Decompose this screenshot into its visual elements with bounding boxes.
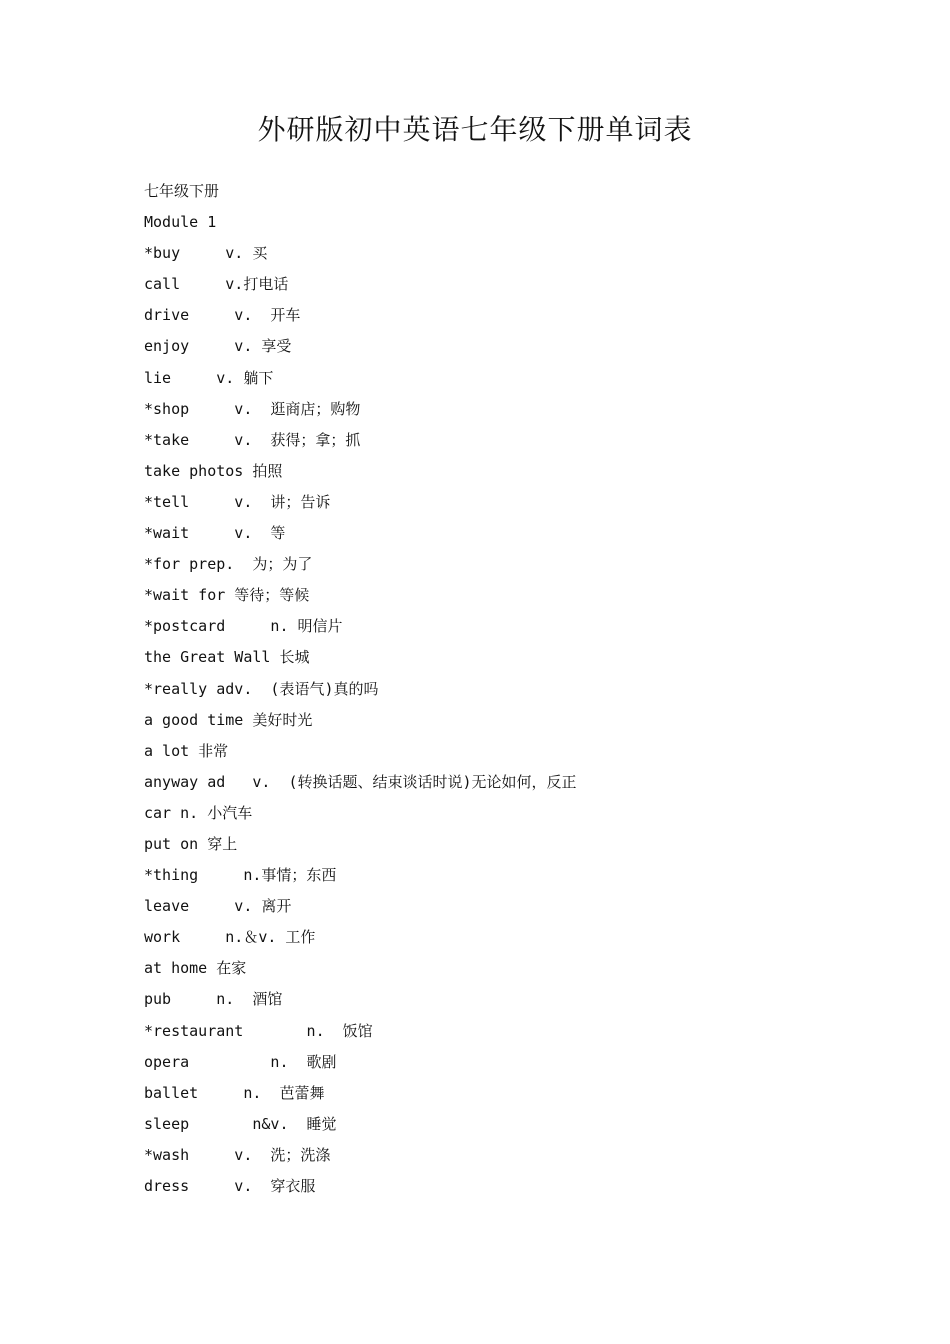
vocabulary-entry: *postcard n. 明信片 bbox=[144, 617, 343, 636]
vocabulary-entry: *buy v. 买 bbox=[144, 244, 268, 263]
vocabulary-entry: *thing n.事情；东西 bbox=[144, 866, 337, 885]
vocabulary-entry: work n.＆v. 工作 bbox=[144, 928, 316, 947]
vocabulary-entry: leave v. 离开 bbox=[144, 897, 292, 916]
vocabulary-entry: *really adv. (表语气)真的吗 bbox=[144, 679, 379, 698]
vocabulary-entry: enjoy v. 享受 bbox=[144, 337, 292, 356]
vocabulary-entry: pub n. 酒馆 bbox=[144, 990, 283, 1009]
vocabulary-entry: *tell v. 讲；告诉 bbox=[144, 492, 331, 511]
vocabulary-entry: car n. 小汽车 bbox=[144, 803, 253, 822]
vocabulary-entry: *wait v. 等 bbox=[144, 524, 286, 543]
module-heading: Module 1 bbox=[144, 213, 217, 232]
vocabulary-entry: *take v. 获得；拿；抓 bbox=[144, 430, 361, 449]
vocabulary-entry: the Great Wall 长城 bbox=[144, 648, 310, 667]
vocabulary-entry: call v.打电话 bbox=[144, 275, 289, 294]
vocabulary-entry: at home 在家 bbox=[144, 959, 247, 978]
vocabulary-entry: drive v. 开车 bbox=[144, 306, 301, 325]
vocabulary-entry: take photos 拍照 bbox=[144, 461, 283, 480]
entry-list bbox=[144, 238, 864, 1202]
document-title: 外研版初中英语七年级下册单词表 bbox=[257, 113, 693, 146]
vocabulary-entry: a good time 美好时光 bbox=[144, 710, 313, 729]
vocabulary-entry: opera n. 歌剧 bbox=[144, 1052, 337, 1071]
vocabulary-entry: *wash v. 洗；洗涤 bbox=[144, 1145, 331, 1164]
vocabulary-entry: a lot 非常 bbox=[144, 741, 229, 760]
vocabulary-entry: put on 穿上 bbox=[144, 834, 238, 853]
vocabulary-entry: sleep n&v. 睡觉 bbox=[144, 1114, 337, 1133]
vocabulary-entry: *shop v. 逛商店；购物 bbox=[144, 399, 361, 418]
vocabulary-entry: anyway ad v. (转换话题、结束谈话时说)无论如何，反正 bbox=[144, 772, 577, 791]
vocabulary-entry: *for prep. 为；为了 bbox=[144, 555, 313, 574]
vocabulary-list bbox=[144, 176, 864, 1202]
vocabulary-entry: *wait for 等待；等候 bbox=[144, 586, 310, 605]
section-heading: 七年级下册 bbox=[144, 182, 220, 200]
vocabulary-entry: lie v. 躺下 bbox=[144, 368, 274, 387]
vocabulary-entry: ballet n. 芭蕾舞 bbox=[144, 1083, 325, 1102]
vocabulary-entry: dress v. 穿衣服 bbox=[144, 1177, 316, 1195]
vocabulary-entry: *restaurant n. 饭馆 bbox=[144, 1021, 373, 1040]
